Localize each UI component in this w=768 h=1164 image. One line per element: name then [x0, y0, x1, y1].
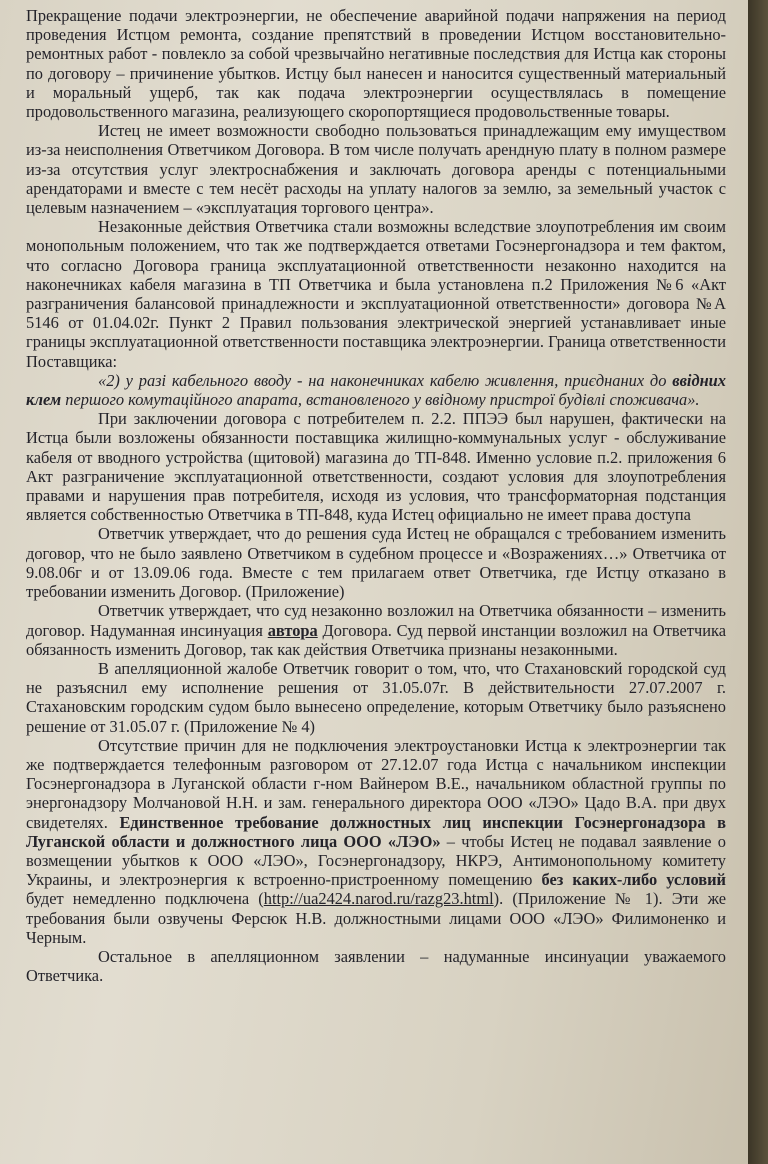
paragraph-2: Истец не имеет возможности свободно пользоваться принадлежащим ему имуществом из-за неисполнения Ответчиком Договора. В том числе получать арендную плату в полном размере из-за отсутствия услуг электроснабжения и заключать договора аренды с потенциальными арендаторами и вместе с тем несёт расходы на уплату налогов за землю, за земельный участок с целевым назначением – «эксплуатация торгового центра». [26, 121, 726, 218]
razg-link[interactable]: http://ua2424.narod.ru/razg23.html [263, 889, 494, 909]
p8-bold-2: без каких-либо условий [541, 870, 726, 890]
paragraph-9: Остальное в апелляционном заявлении – надуманные инсинуации уважаемого Ответчика. [26, 946, 726, 986]
document-text [26, 6, 726, 985]
paragraph-4: При заключении договора с потребителем п. 2.2. ППЭЭ был нарушен, фактически на Истца были возложены обязанности поставщика жилищно-коммунальных услуг - обслуживание кабеля от вводного устройства (щитовой) магазина до ТП-848. Именно условие п.2. приложения 6 Акт разграничение эксплуатационной ответственности, создают условия для злоупотребления правами и нарушения прав потребителя, исходя из условия, что трансформаторная подстанция является собственностью Ответчика в ТП-848, куда Истец официально не имеет права доступа [26, 409, 726, 525]
quote-end: першого комутаційного апарата, встановленого у ввідному пристрої будівлі споживача». [61, 390, 700, 410]
p6-end: Договора. Суд первой инстанции возложил на Ответчика обязанность изменить Договор, так как действия Ответчика признаны незаконными. [26, 620, 726, 659]
page-edge-shadow [748, 0, 768, 1164]
paragraph-6 [26, 601, 726, 659]
p6-start: Ответчик утверждает, что суд незаконно возложил на Ответчика обязанности – изменить договор. Надуманная инсинуация [26, 601, 726, 640]
p8-end: ). (Приложение № 1). Эти же требования были озвучены Ферсюк Н.В. должностными лицами ООО «ЛЭО» Филимоненко и Черным. [26, 889, 726, 947]
quote-bold: ввідних клем [26, 370, 726, 410]
paragraph-7: В апелляционной жалобе Ответчик говорит о том, что, что Стахановский городской суд не разъяснил ему исполнение решения от 31.05.07г. В действительности 27.07.2007 г. Стахановским городским судом было вынесено определение, которым Ответчику было разъяснено решение от 31.05.07 г. (Приложение № 4) [26, 658, 726, 736]
p8-bold: Единственное требование должностных лиц инспекции Госэнергонадзора в Луганской области и должностного лица ООО «ЛЭО» [26, 812, 726, 851]
quote-start: «2) у разі кабельного вводу - на наконечниках кабелю живлення, приєднаних до [98, 370, 673, 390]
paragraph-1: Прекращение подачи электроэнергии, не обеспечение аварийной подачи напряжения на период проведения Истцом ремонта, создание препятствий в проведении Истцом восстановительно-ремонтных работ - повлекло за собой чрезвычайно негативные последствия для Истца как стороны по договору – причинение убытков. Истцу был нанесен и наносится существенный материальный и моральный ущерб, так как подача электроэнергии осуществлялась в помещение продовольственного магазина, реализующего скоропортящиеся продовольственные товары. [26, 6, 726, 122]
p8-mid-2: будет немедленно подключена ( [26, 889, 264, 909]
paragraph-3: Незаконные действия Ответчика стали возможны вследствие злоупотребления им своим монопольным положением, что так же подтверждается ответами Госэнергонадзора и тем фактом, что согласно Договора граница эксплуатационной ответственности незаконно находится на наконечниках кабеля магазина в ТП Ответчика и была установлена п.2 Приложения №6 «Акт разграничения балансовой принадлежности и эксплуатационной ответственности» договора №А 5146 от 01.04.02г. Пункт 2 Правил пользования электрической энергией устанавливает иные границы эксплуатационной ответственности поставщика электроэнергии. Граница ответственности Поставщика: [26, 217, 726, 371]
p8-start: Отсутствие причин для не подключения электроустановки Истца к электроэнергии так же подтверждается телефонным разговором от 27.12.07 года Истца с начальником инспекции Госэнергонадзора в Луганской области г-ном Вайнером В.Е., начальником областной группы по энергонадзору Молчановой Н.Н. и зам. генерального директора ООО «ЛЭО» Цадо В.А. при двух свидетелях. [26, 735, 726, 832]
author-emphasis: автора [267, 620, 318, 640]
quote-paragraph [26, 371, 726, 409]
paragraph-8 [26, 736, 726, 947]
p8-mid: – чтобы Истец не подавал заявление о возмещении убытков к ООО «ЛЭО», Госэнергонадзору, НКРЭ, Антимонопольному комитету Украины, и электроэнергия к встроенно-пристроенному помещению [26, 831, 726, 890]
paragraph-5: Ответчик утверждает, что до решения суда Истец не обращался с требованием изменить договор, что не было заявлено Ответчиком в судебном процессе и «Возражениях…» Ответчика от 9.08.06г и от 13.09.06 года. Вместе с тем прилагаем ответ Ответчика, где Истцу отказано в требовании изменить Договор. (Приложение) [26, 524, 726, 602]
